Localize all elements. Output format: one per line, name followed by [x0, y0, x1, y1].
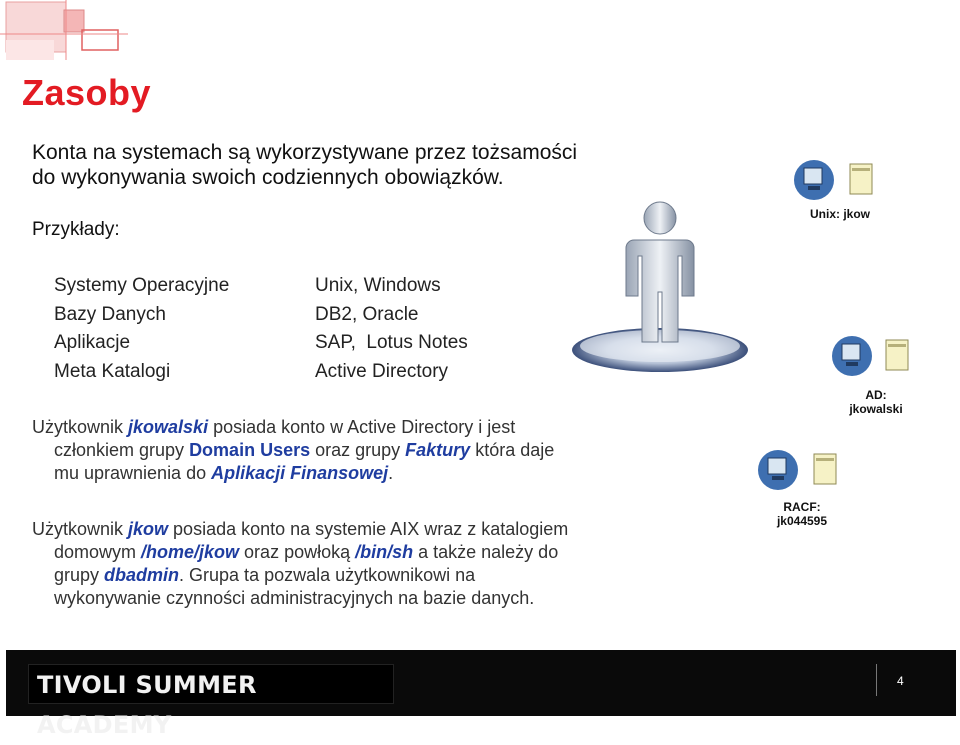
home-directory: /home/jkow: [141, 542, 240, 562]
intro-line-1: Konta na systemach są wykorzystywane przez tożsamości: [32, 141, 578, 164]
text: a także należy do: [413, 542, 559, 562]
example-value: Active Directory: [315, 360, 449, 382]
unix-system-icon: [790, 152, 890, 206]
text: Użytkownik: [32, 417, 129, 437]
racf-account-label: [762, 500, 842, 528]
text: grupy: [54, 565, 105, 585]
group-domain-users: Domain Users: [189, 440, 311, 460]
unix-account-label: Unix: jkow: [809, 207, 870, 221]
text: oraz powłoką: [239, 542, 356, 562]
text: mu uprawnienia do: [54, 463, 212, 483]
examples-label: Przykłady:: [32, 219, 120, 240]
text: która daje: [470, 440, 555, 460]
racf-label-line: RACF:: [783, 500, 821, 514]
app-name: Aplikacji Finansowej: [211, 463, 389, 483]
text: posiada konto w Active Directory i jest: [208, 417, 516, 437]
text: Użytkownik: [32, 519, 129, 539]
intro-line-2: do wykonywania swoich codziennych obowiązków.: [32, 166, 504, 189]
username-jkow: jkow: [128, 519, 169, 539]
example-category: Aplikacje: [54, 332, 131, 353]
text: posiada konto na systemie AIX wraz z katalogiem: [168, 519, 569, 539]
text: .: [388, 463, 394, 483]
racf-system-icon: [754, 446, 854, 496]
paragraph-jkowalski: [32, 416, 672, 485]
ad-label-line: jkowalski: [849, 402, 903, 416]
slide-title: Zasoby: [22, 72, 152, 113]
example-category: Systemy Operacyjne: [54, 275, 230, 296]
paragraph-jkow: [32, 518, 692, 610]
text: domowym: [54, 542, 142, 562]
text: . Grupa ta pozwala użytkownikowi na: [179, 565, 476, 585]
text: członkiem grupy: [54, 440, 190, 460]
text: wykonywanie czynności administracyjnych na bazie danych.: [54, 588, 535, 608]
example-value: Unix, Windows: [315, 275, 441, 296]
username-jkowalski: jkowalski: [128, 417, 209, 437]
examples-categories: [54, 272, 229, 386]
ad-system-icon: [828, 332, 928, 382]
shell-path: /bin/sh: [355, 542, 414, 562]
example-category: Meta Katalogi: [54, 360, 171, 382]
example-value: SAP, Lotus Notes: [315, 332, 468, 353]
footer-divider: [876, 664, 877, 696]
examples-values: [315, 272, 468, 386]
ad-label-line: AD:: [865, 388, 887, 402]
identity-person-icon: [560, 196, 760, 376]
racf-label-line: jk044595: [776, 514, 828, 528]
page-number: 4: [897, 674, 904, 688]
text: oraz grupy: [310, 440, 406, 460]
intro-text: [32, 140, 577, 190]
footer-brand-logo: TIVOLI SUMMER ACADEMY: [28, 664, 394, 704]
example-value: DB2, Oracle: [315, 303, 419, 325]
corner-logo-graphic: [0, 0, 130, 66]
group-dbadmin: dbadmin: [104, 565, 180, 585]
group-faktury: Faktury: [405, 440, 471, 460]
example-category: Bazy Danych: [54, 303, 166, 325]
ad-account-label: [838, 388, 914, 416]
